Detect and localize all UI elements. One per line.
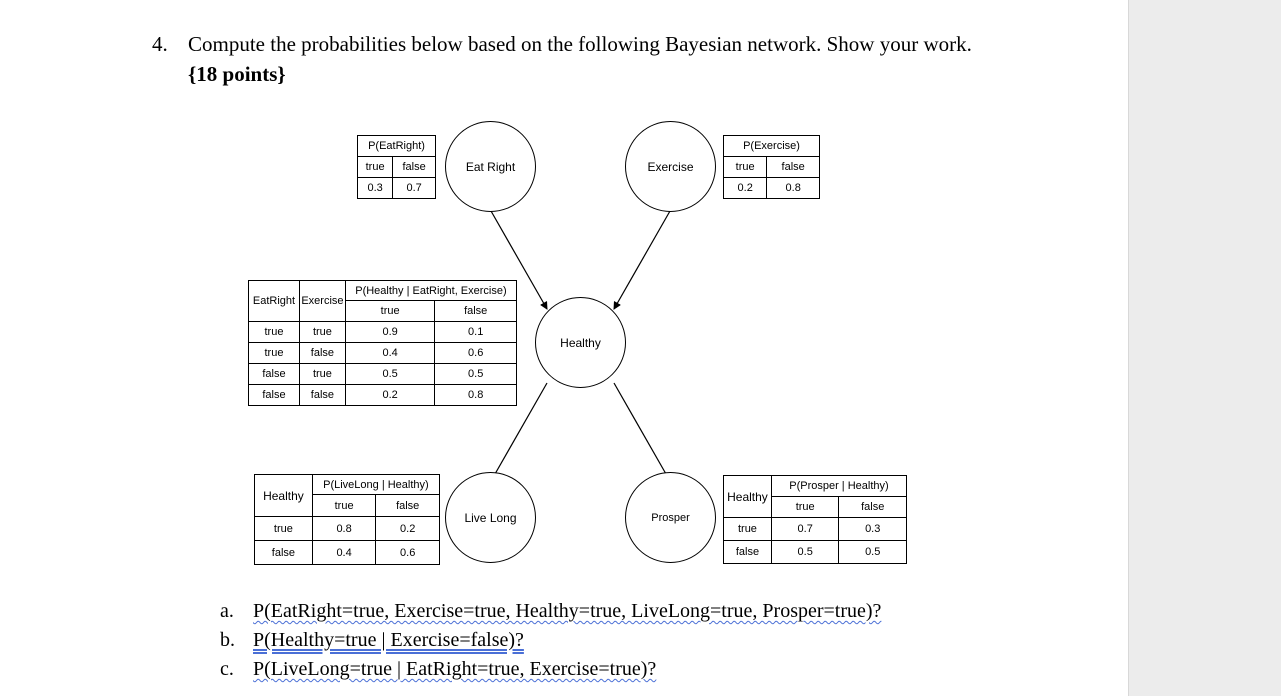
cpt-header: true (358, 157, 393, 178)
cpt-cell: false (249, 364, 300, 385)
cpt-cell: 0.6 (376, 541, 440, 565)
subquestion-a (220, 600, 1120, 626)
cpt-cell: 0.2 (345, 385, 434, 406)
cpt-cell: 0.5 (771, 541, 839, 564)
cpt-cell: true (299, 322, 345, 343)
cpt-exercise (723, 135, 820, 199)
cpt-cell: true (255, 517, 313, 541)
node-exercise: Exercise (625, 121, 716, 212)
subquestion-b (220, 629, 1120, 655)
cpt-header: false (839, 497, 907, 518)
cpt-cell: true (249, 343, 300, 364)
subquestion-label: b. (220, 629, 235, 651)
cpt-header: false (767, 157, 820, 178)
cpt-cell: 0.3 (839, 518, 907, 541)
cpt-cell: false (249, 385, 300, 406)
node-live-long: Live Long (445, 472, 536, 563)
cpt-header: false (393, 157, 436, 178)
subquestion-text: P(LiveLong=true | EatRight=true, Exercise=true)? (253, 658, 657, 680)
cpt-cell: false (299, 343, 345, 364)
cpt-cell: 0.8 (435, 385, 517, 406)
cpt-cell: false (724, 541, 772, 564)
cpt-cell: false (255, 541, 313, 565)
cpt-title: P(LiveLong | Healthy) (312, 475, 439, 495)
cpt-header: true (771, 497, 839, 518)
cpt-cell: true (299, 364, 345, 385)
cpt-title: P(EatRight) (358, 136, 436, 157)
cpt-cell: 0.4 (312, 541, 376, 565)
cpt-header: Healthy (724, 476, 772, 518)
cpt-header: EatRight (249, 281, 300, 322)
cpt-title: P(Healthy | EatRight, Exercise) (345, 281, 516, 301)
cpt-header: true (312, 495, 376, 517)
cpt-cell: 0.5 (839, 541, 907, 564)
cpt-header: true (724, 157, 767, 178)
node-eat-right: Eat Right (445, 121, 536, 212)
question-text: Compute the probabilities below based on the following Bayesian network. Show your work. (188, 32, 972, 56)
edge-healthy-prosper (614, 383, 670, 481)
node-prosper: Prosper (625, 472, 716, 563)
cpt-cell: 0.5 (435, 364, 517, 385)
cpt-healthy (248, 280, 517, 406)
question-number: 4. (152, 32, 168, 56)
subquestion-text: P(Healthy=true | Exercise=false)? (253, 629, 524, 651)
subquestion-text: P(EatRight=true, Exercise=true, Healthy=true, LiveLong=true, Prosper=true)? (253, 600, 882, 622)
subquestion-label: a. (220, 600, 234, 622)
cpt-cell: 0.5 (345, 364, 434, 385)
cpt-title: P(Prosper | Healthy) (771, 476, 906, 497)
cpt-cell: 0.6 (435, 343, 517, 364)
cpt-header: false (376, 495, 440, 517)
cpt-cell: 0.2 (376, 517, 440, 541)
cpt-cell: 0.1 (435, 322, 517, 343)
cpt-prosper (723, 475, 907, 564)
cpt-eatright (357, 135, 436, 199)
cpt-cell: false (299, 385, 345, 406)
node-healthy: Healthy (535, 297, 626, 388)
cpt-livelong (254, 474, 440, 565)
cpt-header: Exercise (299, 281, 345, 322)
cpt-title: P(Exercise) (724, 136, 820, 157)
cpt-value: 0.3 (358, 178, 393, 199)
cpt-header: true (345, 301, 434, 322)
cpt-cell: 0.8 (312, 517, 376, 541)
cpt-cell: 0.7 (771, 518, 839, 541)
cpt-cell: 0.4 (345, 343, 434, 364)
cpt-cell: true (724, 518, 772, 541)
subquestion-c (220, 658, 1120, 684)
edge-exercise-healthy (614, 211, 670, 309)
cpt-value: 0.7 (393, 178, 436, 199)
cpt-value: 0.8 (767, 178, 820, 199)
subquestion-label: c. (220, 658, 234, 680)
cpt-header: Healthy (255, 475, 313, 517)
question-points: {18 points} (188, 62, 286, 86)
cpt-value: 0.2 (724, 178, 767, 199)
cpt-cell: 0.9 (345, 322, 434, 343)
cpt-cell: true (249, 322, 300, 343)
cpt-header: false (435, 301, 517, 322)
